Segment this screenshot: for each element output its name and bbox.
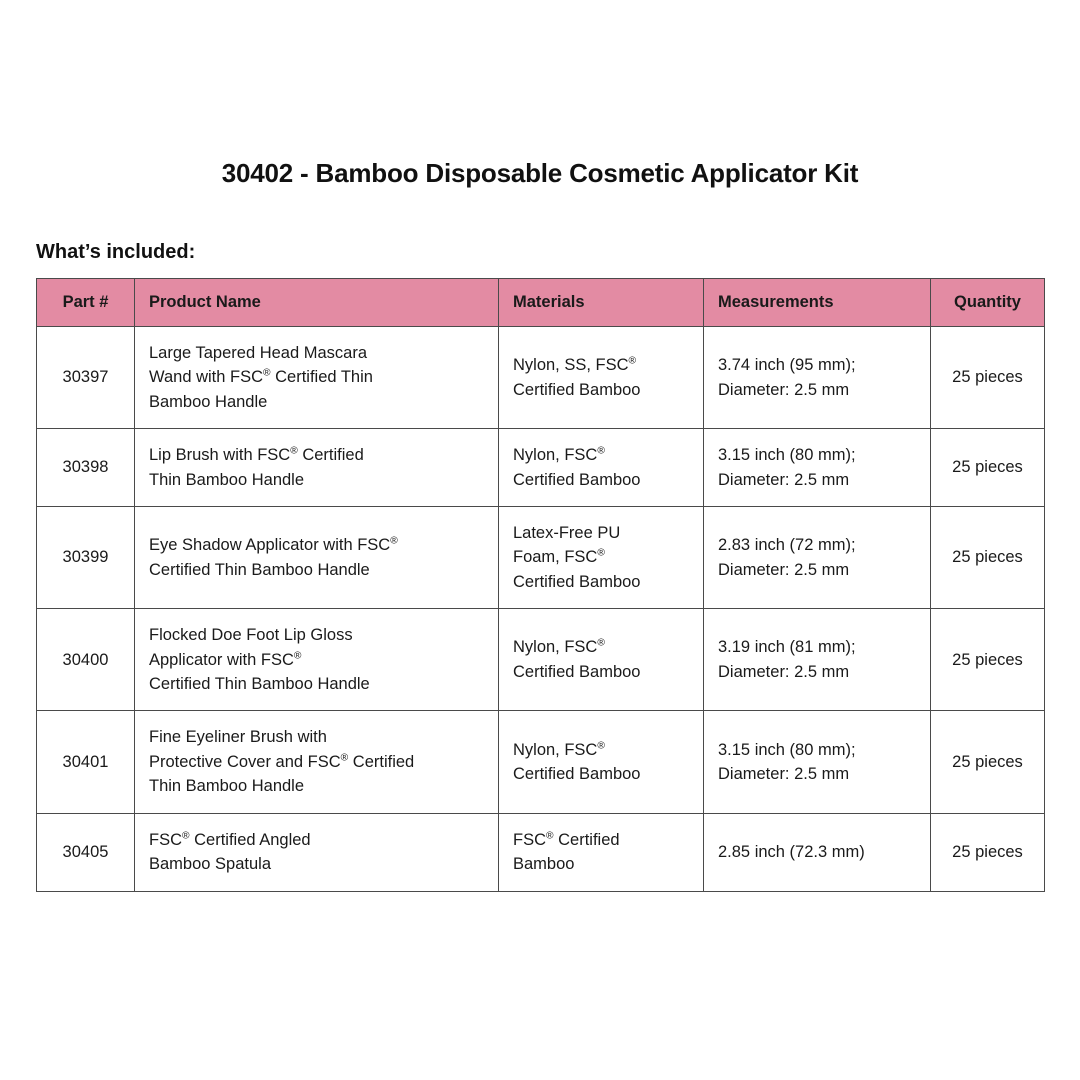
cell-materials (499, 711, 704, 813)
cell-materials-line: FSC® Certified (513, 830, 620, 849)
included-items-table-wrapper (36, 278, 1044, 892)
registered-mark-icon: ® (182, 830, 190, 842)
cell-materials-line: Bamboo (513, 855, 575, 874)
cell-measurements-line: Diameter: 2.5 mm (718, 470, 850, 489)
cell-product-name-line: Wand with FSC® Certified Thin (149, 367, 373, 387)
column-header-product-name: Product Name (135, 279, 499, 327)
cell-part-number: 30398 (37, 429, 135, 507)
registered-mark-icon: ® (340, 752, 349, 764)
section-heading: What’s included: (36, 241, 196, 263)
column-header-part: Part # (37, 279, 135, 327)
cell-measurements (704, 813, 931, 891)
registered-mark-icon: ® (628, 355, 637, 367)
registered-mark-icon: ® (263, 367, 271, 379)
cell-measurements-line: 3.15 inch (80 mm); (718, 446, 856, 465)
cell-product-name-line: Flocked Doe Foot Lip Gloss (149, 626, 353, 645)
cell-materials (499, 813, 704, 891)
cell-product-name-line: Bamboo Handle (149, 392, 268, 411)
cell-materials-line: Certified Bamboo (513, 470, 641, 489)
cell-product-name (135, 507, 499, 609)
cell-materials-line: Nylon, FSC® (513, 445, 605, 465)
registered-mark-icon: ® (390, 535, 398, 547)
cell-part-number: 30399 (37, 507, 135, 609)
cell-product-name-line: FSC® Certified Angled (149, 830, 311, 849)
cell-product-name (135, 327, 499, 429)
cell-materials-line: Nylon, FSC® (513, 637, 605, 657)
registered-mark-icon: ® (597, 740, 605, 752)
cell-part-number: 30405 (37, 813, 135, 891)
cell-measurements-line: Diameter: 2.5 mm (718, 560, 850, 579)
cell-product-name-line: Fine Eyeliner Brush with (149, 728, 327, 747)
cell-part-number: 30401 (37, 711, 135, 813)
cell-product-name-line: Protective Cover and FSC® Certified (149, 752, 415, 771)
table-row (37, 507, 1045, 609)
registered-mark-icon: ® (597, 547, 605, 559)
cell-materials (499, 429, 704, 507)
table-row (37, 609, 1045, 711)
cell-measurements-line: 2.83 inch (72 mm); (718, 536, 856, 555)
registered-mark-icon: ® (597, 637, 605, 649)
cell-materials (499, 327, 704, 429)
cell-quantity: 25 pieces (931, 813, 1045, 891)
registered-mark-icon: ® (597, 445, 605, 457)
cell-product-name (135, 429, 499, 507)
cell-quantity: 25 pieces (931, 327, 1045, 429)
cell-product-name-line: Large Tapered Head Mascara (149, 344, 367, 362)
cell-product-name (135, 609, 499, 711)
table-header (37, 279, 1045, 327)
table-row (37, 813, 1045, 891)
table-header-row (37, 279, 1045, 327)
cell-product-name-line: Thin Bamboo Handle (149, 777, 305, 796)
cell-measurements (704, 327, 931, 429)
cell-measurements-line: 2.85 inch (72.3 mm) (718, 842, 865, 861)
cell-part-number: 30397 (37, 327, 135, 429)
cell-materials-line: Certified Bamboo (513, 572, 641, 591)
table-row (37, 429, 1045, 507)
cell-materials-line: Foam, FSC® (513, 547, 605, 567)
column-header-measurements: Measurements (704, 279, 931, 327)
cell-product-name (135, 813, 499, 891)
cell-materials-line: Nylon, FSC® (513, 740, 605, 759)
table-row (37, 711, 1045, 813)
cell-materials (499, 609, 704, 711)
cell-measurements-line: 3.74 inch (95 mm); (718, 356, 856, 375)
cell-measurements (704, 507, 931, 609)
cell-measurements-line: 3.15 inch (80 mm); (718, 740, 856, 759)
table-body (37, 327, 1045, 892)
cell-product-name-line: Certified Thin Bamboo Handle (149, 560, 370, 579)
cell-product-name-line: Applicator with FSC® (149, 650, 302, 669)
cell-product-name (135, 711, 499, 813)
cell-measurements-line: Diameter: 2.5 mm (718, 765, 850, 784)
cell-product-name-line: Certified Thin Bamboo Handle (149, 675, 370, 694)
included-items-table (36, 278, 1045, 892)
cell-materials-line: Certified Bamboo (513, 662, 641, 681)
cell-measurements-line: 3.19 inch (81 mm); (718, 638, 856, 657)
cell-materials-line: Nylon, SS, FSC® (513, 355, 637, 375)
cell-product-name-line: Thin Bamboo Handle (149, 470, 305, 489)
cell-measurements-line: Diameter: 2.5 mm (718, 662, 850, 681)
cell-product-name-line: Bamboo Spatula (149, 855, 272, 874)
cell-quantity: 25 pieces (931, 711, 1045, 813)
column-header-materials: Materials (499, 279, 704, 327)
registered-mark-icon: ® (290, 445, 298, 457)
cell-materials-line: Latex-Free PU (513, 524, 621, 543)
cell-materials-line: Certified Bamboo (513, 380, 641, 399)
cell-measurements (704, 711, 931, 813)
cell-part-number: 30400 (37, 609, 135, 711)
registered-mark-icon: ® (546, 830, 554, 842)
cell-quantity: 25 pieces (931, 507, 1045, 609)
cell-measurements-line: Diameter: 2.5 mm (718, 380, 850, 399)
cell-quantity: 25 pieces (931, 609, 1045, 711)
cell-materials-line: Certified Bamboo (513, 765, 641, 784)
column-header-quantity: Quantity (931, 279, 1045, 327)
table-row (37, 327, 1045, 429)
page-title: 30402 - Bamboo Disposable Cosmetic Applicator Kit (221, 158, 859, 188)
cell-measurements (704, 609, 931, 711)
cell-product-name-line: Eye Shadow Applicator with FSC® (149, 535, 398, 555)
cell-materials (499, 507, 704, 609)
cell-measurements (704, 429, 931, 507)
cell-quantity: 25 pieces (931, 429, 1045, 507)
registered-mark-icon: ® (293, 650, 302, 662)
cell-product-name-line: Lip Brush with FSC® Certified (149, 445, 364, 465)
